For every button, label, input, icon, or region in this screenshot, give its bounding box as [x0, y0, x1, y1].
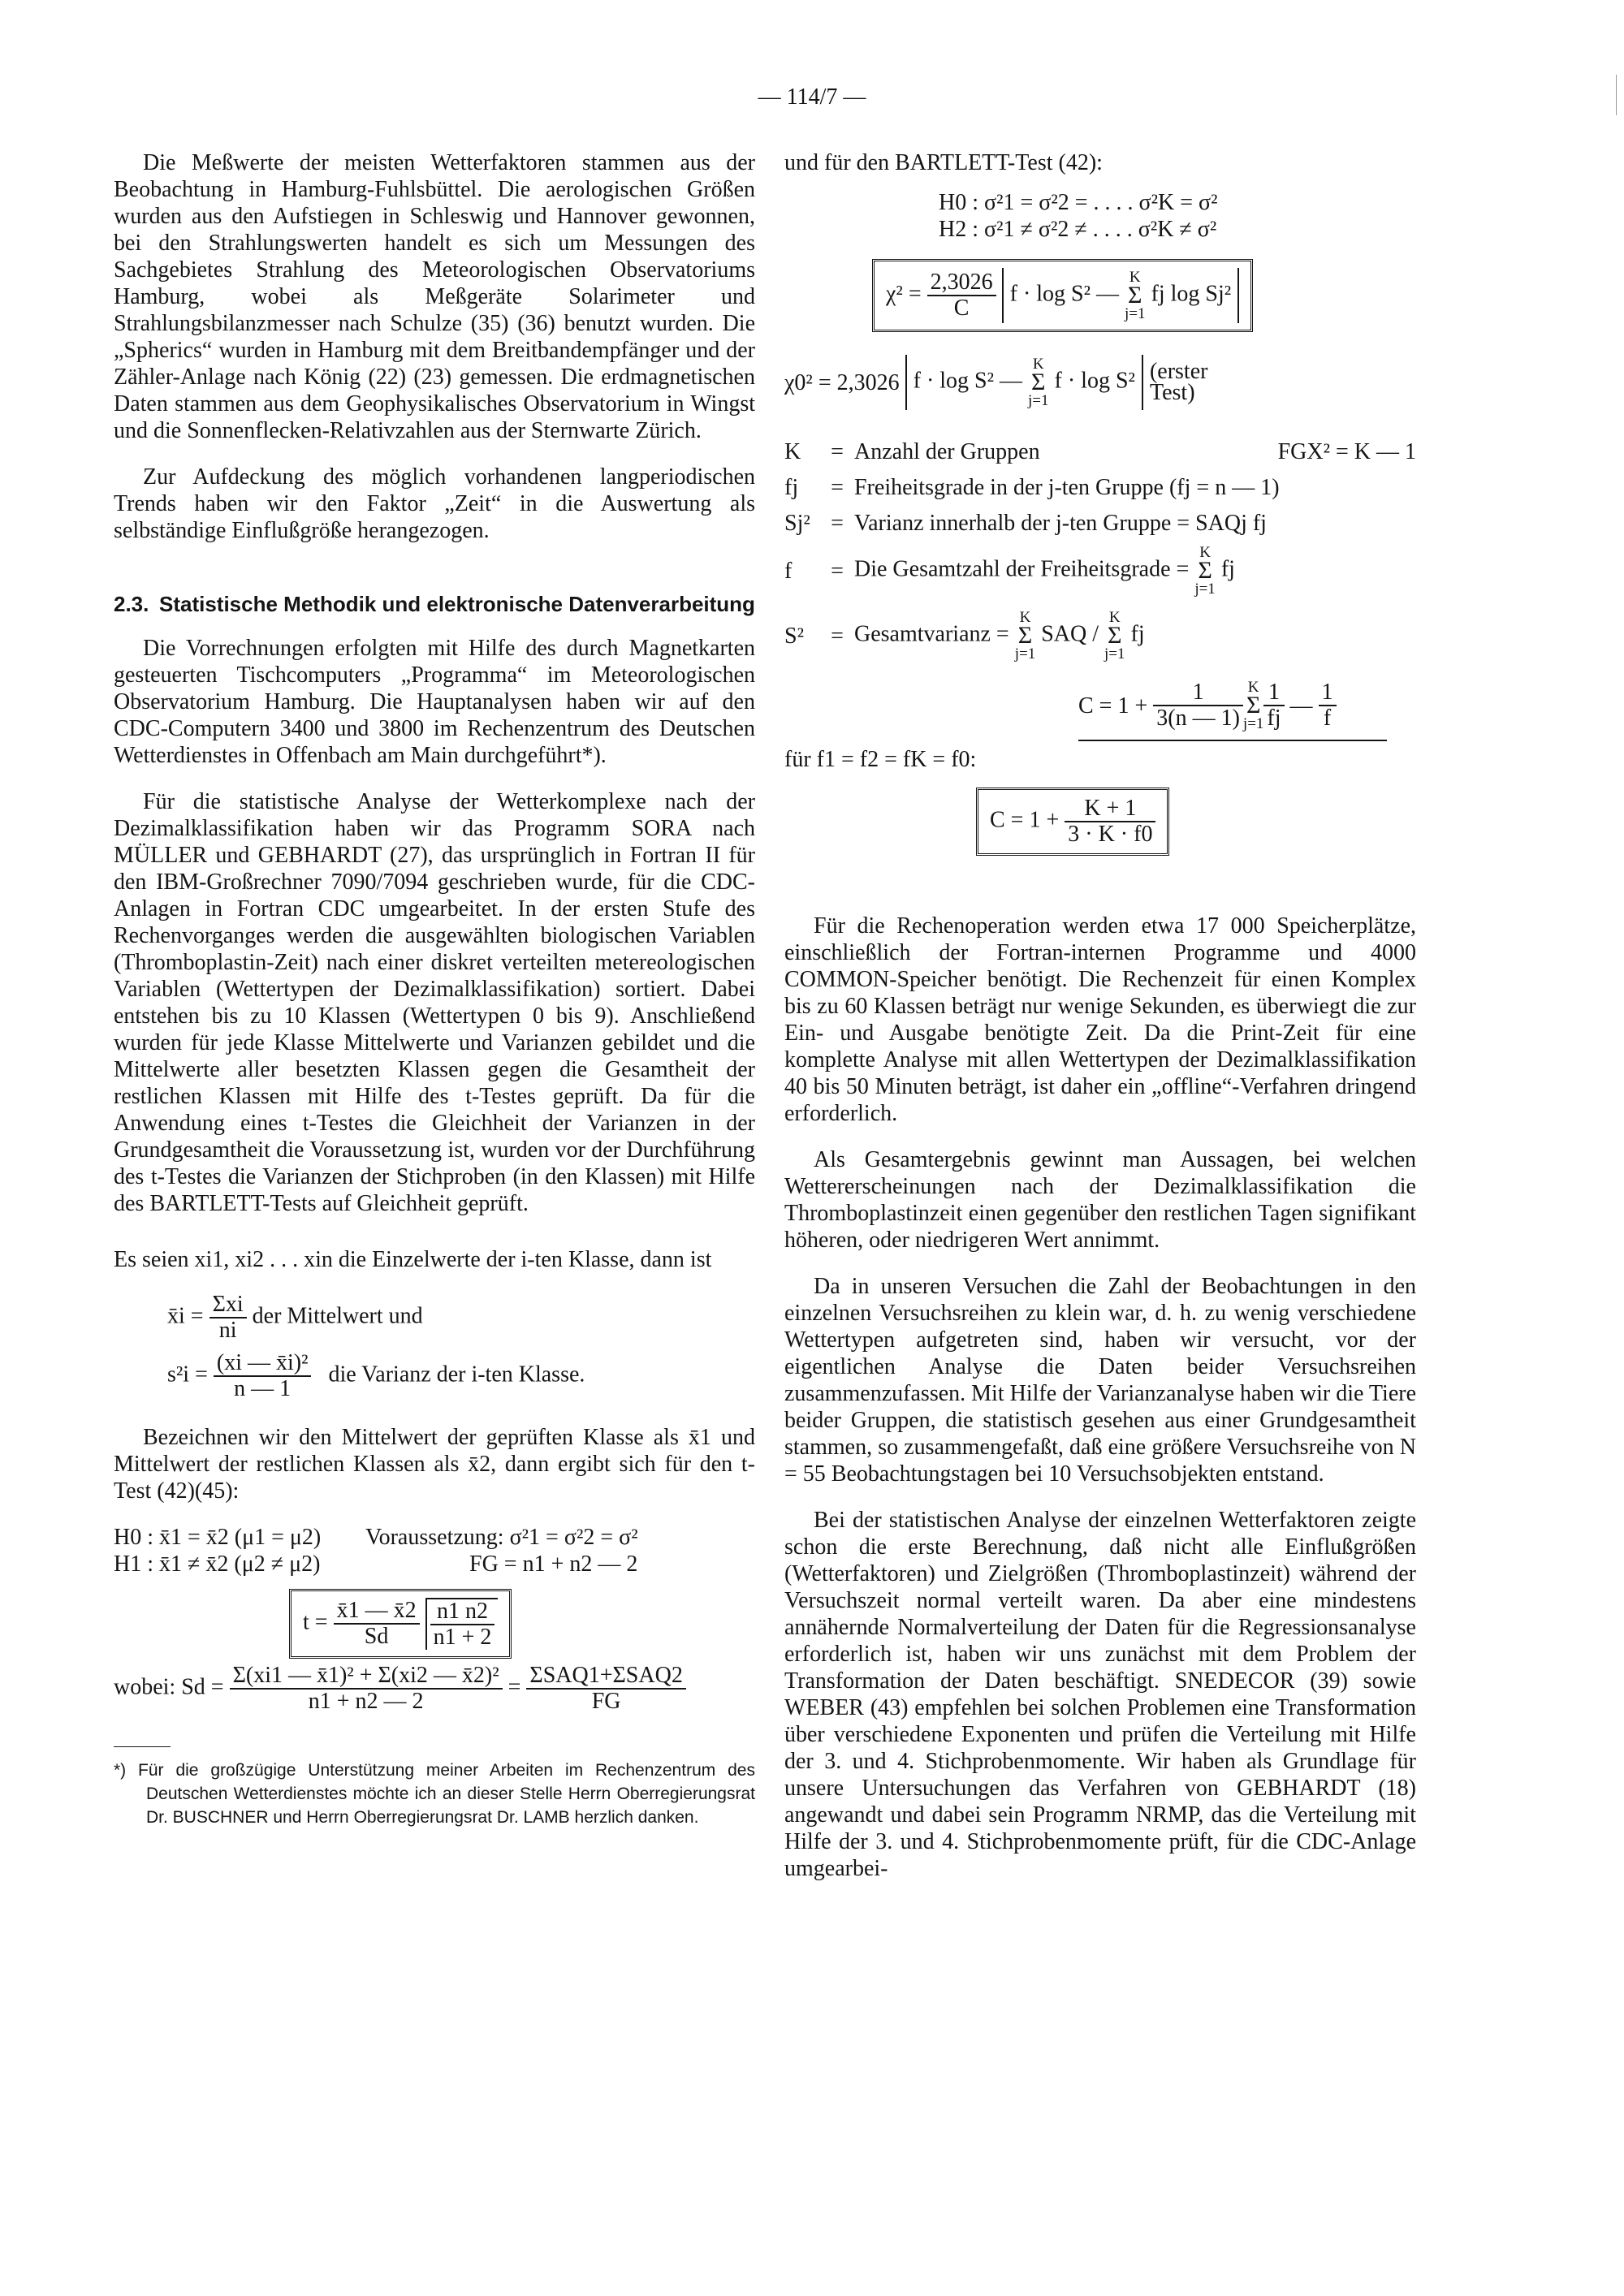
mean-fraction — [209, 1293, 247, 1343]
right-column — [784, 149, 1416, 1901]
definition-row-f: f = Die Gesamtzahl der Freiheitsgrade = K Σ j=1 fj — [784, 544, 1235, 598]
t-formula-box — [289, 1589, 755, 1659]
paragraph-t-test: Bezeichnen wir den Mittelwert der geprüften Klasse als x̄1 und Mittelwert der restlichen Klassen als x̄2, dann ergibt sich für den t-Test (42)(45): — [114, 1425, 755, 1504]
sd-lhs: wobei: Sd = — [114, 1674, 224, 1700]
definitions-list — [784, 438, 1416, 662]
footnote: *) Für die großzügige Unterstützung meiner Arbeiten im Rechenzentrum des Deutschen Wetterdienstes möchte ich an dieser Stelle Herrn Oberregierungsrat Dr. BUSCHNER und Herrn Oberregierungsrat Dr. LAMB herzlich danken. — [114, 1761, 755, 1827]
definition-row-s: S² = Gesamtvarianz = K Σ j=1 SAQ / K Σ j=1 fj — [784, 609, 1145, 662]
chi0-inner-b: f · log S² — [1054, 368, 1135, 394]
mean-numerator: Σxi — [209, 1293, 247, 1318]
variance-lhs: s²i = — [167, 1362, 208, 1388]
definition-row: Sj² = Varianz innerhalb der j-ten Gruppe = SAQj fj — [784, 510, 1267, 536]
def-rest: die Einzelwerte der i-ten Klasse, dann ist — [338, 1247, 712, 1272]
formula-sd — [114, 1664, 755, 1714]
paragraph-time-factor: Zur Aufdeckung des möglich vorhandenen langperiodischen Trends haben wir den Faktor „Zeit“ in die Auswertung als selbständige Einflußgröße herangezogen. — [114, 464, 755, 543]
bartlett-hypotheses — [939, 189, 1416, 243]
footnote-rule — [114, 1746, 171, 1747]
mean-denominator: ni — [218, 1318, 237, 1343]
formula-variance — [167, 1351, 755, 1401]
t-lhs: t = — [303, 1609, 328, 1635]
chi-lhs: χ² = — [886, 281, 922, 307]
section-title: Statistische Methodik und elektronische Datenverarbeitung — [159, 592, 755, 616]
sd-fraction-2 — [526, 1664, 685, 1714]
left-column — [114, 149, 755, 1829]
formula-mean — [167, 1293, 755, 1343]
t-test-condition: Voraussetzung: σ²1 = σ²2 = σ² — [365, 1525, 638, 1550]
definition-row: K = Anzahl der Gruppen FGX² = K — 1 — [784, 438, 1416, 464]
mean-lhs: x̄i = — [167, 1303, 204, 1329]
bartlett-intro: und für den BARTLETT-Test (42): — [784, 150, 1103, 175]
section-heading — [114, 591, 755, 617]
def-vars: xi1, xi2 . . . xin — [194, 1247, 333, 1272]
page-number: — 114/7 — — [758, 84, 866, 110]
chi0-bracket — [905, 355, 1143, 410]
bartlett-h0: H0 : σ²1 = σ²2 = . . . . σ²K = σ² — [939, 190, 1218, 215]
chi0-note: (erster Test) — [1149, 359, 1208, 405]
mean-text: der Mittelwert und — [252, 1303, 423, 1329]
bartlett-h2: H2 : σ²1 ≠ σ²2 ≠ . . . . σ²K ≠ σ² — [939, 217, 1217, 242]
paragraph-transformation: Bei der statistischen Analyse der einzelnen Wetterfaktoren zeigte schon die erste Berechnung, daß nicht alle Einflußgrößen (Wetterfaktoren) und Zielgrößen (Thromboplastinzeit) während der Versuchszeit normal verteilt waren. Da aber eine mindestens annähernde Normalverteilung der Daten für die Regressionsanalyse erforderlich ist, haben wir uns zunächst mit dem Problem der Transformation der Daten beschäftigt. SNEDECOR (39) sowie WEBER (43) empfehlen bei solchen Problemen eine Transformation über verschiedene Exponenten und prüfen die Verteilung mit Hilfe der 3. und 4. Stichprobenmomente. Wir haben als Grundlage für unsere Untersuchungen das Verfahren von GEBHARDT (18) angewandt und dabei sein Programm NRMP, das die Verteilung mit Hilfe der 3. und 4. Stichprobenmomente prüft, für die CDC-Anlage umgearbei- — [784, 1508, 1416, 1881]
sd-denominator: n1 + n2 — 2 — [308, 1689, 424, 1714]
chi0-inner-a: f · log S² — — [913, 368, 1023, 394]
variance-fraction — [214, 1351, 312, 1401]
t-denominator: Sd — [364, 1624, 389, 1649]
chi-inner-b: fj log Sj² — [1151, 281, 1232, 307]
paragraph-result: Als Gesamtergebnis gewinnt man Aussagen, bei welchen Wettererscheinungen nach der Dezimalklassifikation die Thromboplastinzeit einen gegenüber den restlichen Tagen signifikant höheren, oder niedrigeren Wert annimmt. — [784, 1147, 1416, 1253]
t-numerator: x̄1 — x̄2 — [334, 1599, 420, 1625]
formula-c: C = 1 + $\frac{1}{3(n — 1)}$ K Σ j=1 $\frac{1}{fj}$ — $\frac{1}{f}$ — [1078, 680, 1387, 741]
hypotheses-t-test — [114, 1524, 755, 1577]
t-sqrt — [425, 1598, 499, 1650]
chi-denominator: C — [953, 296, 970, 321]
chi-sum: K Σ j=1 — [1125, 269, 1146, 322]
definition-row: fj = Freiheitsgrade in der j-ten Gruppe (fj = n — 1) — [784, 474, 1280, 500]
sd-numerator-2: ΣSAQ1+ΣSAQ2 — [526, 1664, 685, 1690]
paragraph-memory: Für die Rechenoperation werden etwa 17 000 Speicherplätze, einschließlich der Fortran-internen Programme und 4000 COMMON-Speicher benötigt. Die Rechenzeit für einen Komplex bis zu 60 Klassen beträgt nur wenige Sekunden, es überwiegt die zur Ein- und Ausgabe benötigte Zeit. Da die Print-Zeit für eine komplette Analyse mit allen Wettertypen der Dezimalklassifikation 40 bis 50 Minuten beträgt, ist daher ein „offline“-Verfahren dringend erforderlich. — [784, 913, 1416, 1126]
section-number: 2.3. — [114, 592, 149, 616]
def-intro: Es seien — [114, 1247, 189, 1272]
chi0-formula — [784, 355, 1416, 410]
paragraph-measurement-sources: Die Meßwerte der meisten Wetterfaktoren stammen aus der Beobachtung in Hamburg-Fuhlsbüttel. Die aerologischen Größen wurden aus den Aufstiegen in Schleswig und Hannover gewonnen, bei den Strahlungswerten handelt es sich um Messungen des Sachgebietes Strahlung des Meteorologischen Observatoriums Hamburg, wobei als Meßgeräte Solarimeter und Strahlungsbilanzmesser nach Schulze (35) (36) benutzt wurden. Die „Spherics“ wurden in Hamburg mit dem Breitbandempfänger und der Zähler-Anlage nach König (22) (23) gemessen. Die erdmagnetischen Daten stammen aus dem Geophysikalisches Observatorium in Wingst und die Sonnenflecken-Relativzahlen aus der Sternwarte Zürich. — [114, 150, 755, 443]
variance-text: die Varianz der i-ten Klasse. — [328, 1362, 585, 1388]
t-root-denominator: n1 + 2 — [433, 1625, 492, 1650]
t-test-degrees-of-freedom: FG = n1 + n2 — 2 — [469, 1552, 638, 1577]
sd-denominator-2: FG — [591, 1689, 621, 1714]
paragraph-variance-analysis: Da in unseren Versuchen die Zahl der Beobachtungen in den einzelnen Versuchsreihen zu klein war, d. h. zu wenig verschiedene Wettertypen aufgetreten sind, haben wir versucht, vor der eigentlichen Analyse die Daten beider Versuchsreihen zusammenzufassen. Mit Hilfe der Varianzanalyse haben wir die Tiere beider Gruppen, die statistisch gesehen aus einer Grundgesamtheit stammen, so zusammengefaßt, daß eine größere Versuchsreihe von N = 55 Beobachtungstagen bei 10 Versuchsobjekten entstand. — [784, 1274, 1416, 1487]
chi0-sum: K Σ j=1 — [1028, 356, 1049, 409]
paragraph-definitions — [114, 1246, 755, 1273]
chi-bracket — [1002, 268, 1240, 323]
formula-c-special-box: C = 1 + $\frac{K + 1}{3 \cdot K \cdot f0}$ — [976, 788, 1416, 856]
chi0-lhs: χ0² = 2,3026 — [784, 369, 900, 395]
t-root-numerator: n1 n2 — [430, 1599, 495, 1625]
chi-fraction — [927, 270, 996, 321]
chi-square-box — [872, 259, 1416, 332]
sd-fraction — [230, 1664, 503, 1714]
sd-equals: = — [508, 1674, 521, 1700]
special-case-label: für f1 = f2 = fK = f0: — [784, 747, 977, 772]
chi-numerator: 2,3026 — [927, 270, 996, 296]
sd-numerator: Σ(xi1 — x̄1)² + Σ(xi2 — x̄2)² — [230, 1664, 503, 1690]
chi-inner-a: f · log S² — — [1009, 281, 1120, 307]
variance-numerator: (xi — x̄i)² — [214, 1351, 312, 1377]
paragraph-computers: Die Vorrechnungen erfolgten mit Hilfe des durch Magnetkarten gesteuerten Tischcomputers „Programma“ im Meteorologischen Observatorium Hamburg. Die Hauptanalysen haben wir auf den CDC-Computern 3400 und 3800 im Rechenzentrum des Deutschen Wetterdienstes in Offenbach am Main durchgeführt*). — [114, 636, 755, 768]
t-fraction — [334, 1599, 420, 1649]
hypothesis-h0: H0 : x̄1 = x̄2 (μ1 = μ2) — [114, 1525, 322, 1550]
variance-denominator: n — 1 — [234, 1376, 292, 1401]
paragraph-sora-program: Für die statistische Analyse der Wetterkomplexe nach der Dezimalklassifikation haben wir das Programm SORA nach MÜLLER und GEBHARDT (27), das ursprünglich in Fortran II für den IBM-Großrechner 7090/7094 geschrieben wurde, für die CDC-Anlagen in Fortran CDC umgearbeitet. In der ersten Stufe des Rechenvorganges werden die ausgewählten biologischen Variablen (Thromboplastin-Zeit) nach einer diskret verteilten metereologischen Variablen (Wettertypen der Dezimalklassifikation) sortiert. Dabei entstehen bis zu 10 Klassen (Wettertypen 0 bis 9). Anschließend wurden für jede Klasse Mittelwerte und Varianzen gebildet und die Mittelwerte aller besetzten Klassen gegen die Gesamtheit der restlichen Klassen mit Hilfe des t-Testes geprüft. Da für die Anwendung eines t-Testes die Gleichheit der Varianzen in der Grundgesamtheit die Voraussetzung ist, wurden vor der Durchführung des t-Testes die Varianzen der Stichproben (in den Klassen) mit Hilfe des BARTLETT-Tests auf Gleichheit geprüft. — [114, 789, 755, 1216]
hypothesis-h1: H1 : x̄1 ≠ x̄2 (μ2 ≠ μ2) — [114, 1552, 321, 1577]
